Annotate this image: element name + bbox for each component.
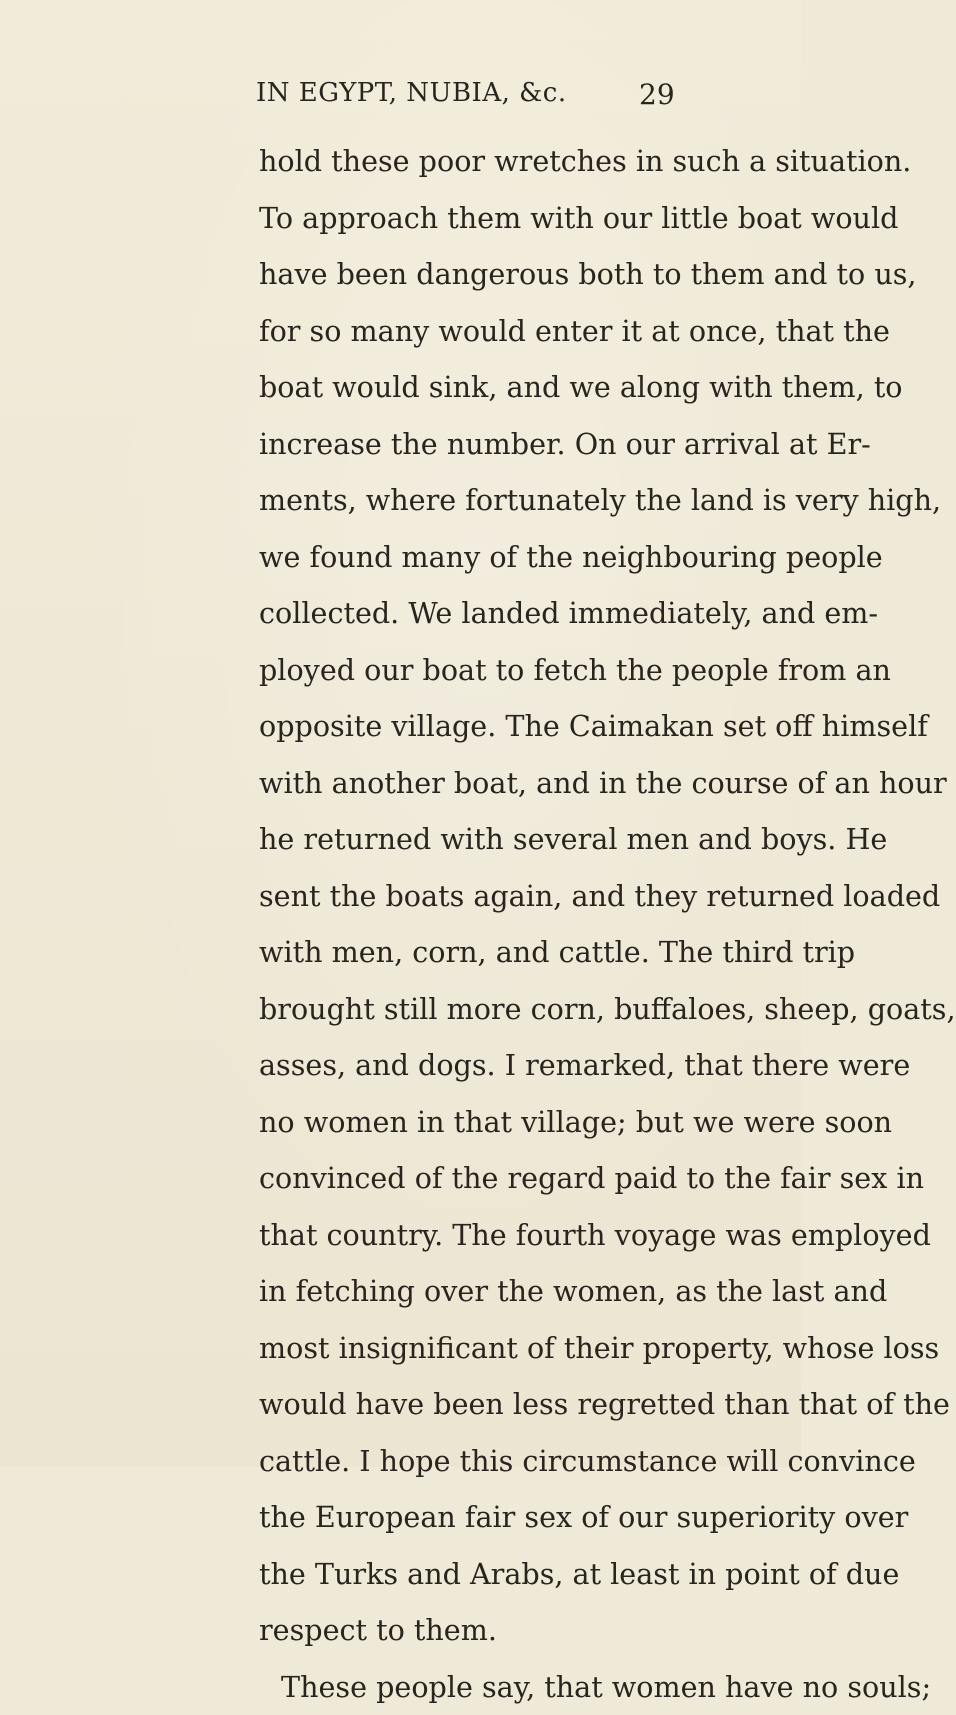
text-line: convinced of the regard paid to the fair sex in: [259, 1150, 689, 1207]
text-line: increase the number. On our arrival at Er-: [259, 416, 689, 473]
text-line: cattle. I hope this circumstance will convince: [259, 1433, 689, 1490]
body-text: [259, 133, 689, 1715]
running-head: [0, 78, 801, 114]
text-line: ments, where fortunately the land is very high,: [259, 472, 689, 529]
text-line: opposite village. The Caimakan set off himself: [259, 698, 689, 755]
text-line: we found many of the neighbouring people: [259, 529, 689, 586]
text-line: the Turks and Arabs, at least in point of due: [259, 1546, 689, 1603]
text-line: sent the boats again, and they returned loaded: [259, 868, 689, 925]
text-line: the European fair sex of our superiority over: [259, 1489, 689, 1546]
text-line: collected. We landed immediately, and em-: [259, 585, 689, 642]
text-line: with men, corn, and cattle. The third trip: [259, 924, 689, 981]
page-number: 29: [639, 78, 675, 111]
text-line: have been dangerous both to them and to us,: [259, 246, 689, 303]
running-title: IN EGYPT, NUBIA, &c.: [256, 78, 567, 108]
text-line: boat would sink, and we along with them, to: [259, 359, 689, 416]
text-line: respect to them.: [259, 1602, 689, 1659]
text-line: with another boat, and in the course of an hour: [259, 755, 689, 812]
text-line: that country. The fourth voyage was employed: [259, 1207, 689, 1264]
text-line: most insignificant of their property, whose loss: [259, 1320, 689, 1377]
text-line: he returned with several men and boys. He: [259, 811, 689, 868]
text-line: in fetching over the women, as the last and: [259, 1263, 689, 1320]
text-line: To approach them with our little boat would: [259, 190, 689, 247]
text-line: for so many would enter it at once, that the: [259, 303, 689, 360]
text-line: asses, and dogs. I remarked, that there were: [259, 1037, 689, 1094]
text-line: no women in that village; but we were soon: [259, 1094, 689, 1151]
text-line: brought still more corn, buffaloes, sheep, goats,: [259, 981, 689, 1038]
text-line: hold these poor wretches in such a situation.: [259, 133, 689, 190]
text-line: ployed our boat to fetch the people from an: [259, 642, 689, 699]
text-line: would have been less regretted than that of the: [259, 1376, 689, 1433]
text-line: These people say, that women have no souls;: [259, 1659, 689, 1715]
